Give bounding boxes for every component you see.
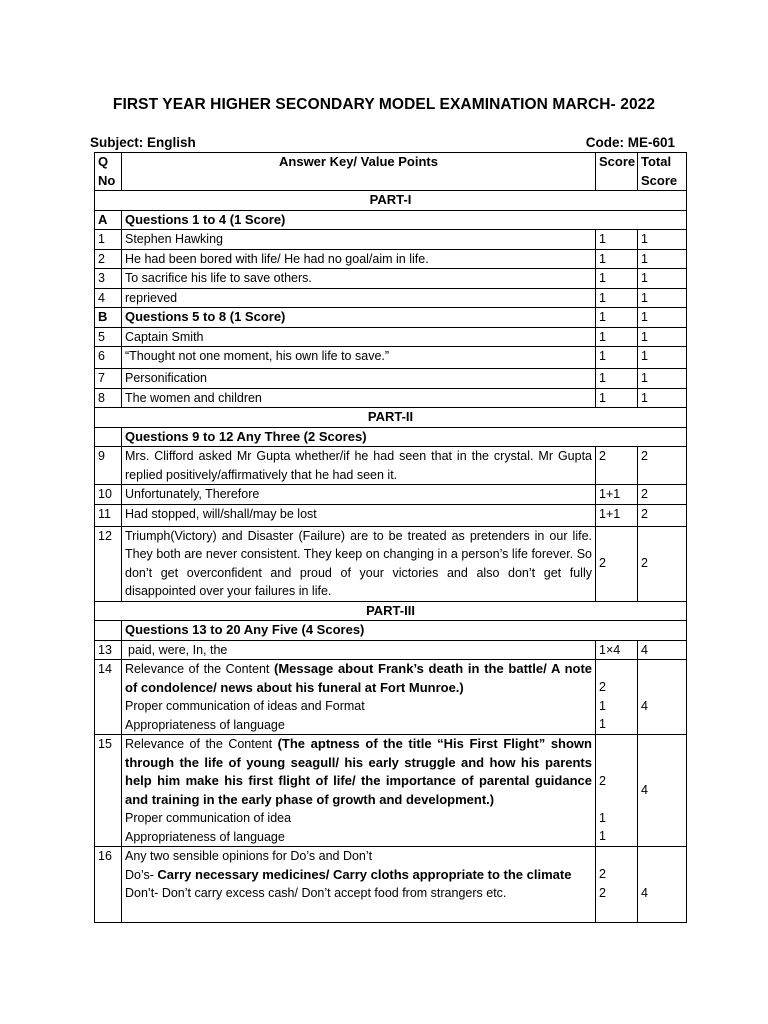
table-row (95, 847, 687, 923)
table-row (95, 735, 687, 847)
section-label: Questions 5 to 8 (1 Score) (122, 308, 596, 328)
col-header-score: Score (596, 153, 638, 191)
score: 1 (596, 347, 638, 369)
dos-lead: Do’s- (125, 867, 158, 882)
total-score: 1 (638, 308, 687, 328)
q-number: 9 (95, 447, 122, 485)
answer-text: paid, were, In, the (122, 640, 596, 660)
q-number: 13 (95, 640, 122, 660)
q-number: 1 (95, 230, 122, 250)
table-row (95, 526, 687, 601)
col-header-answer-key: Answer Key/ Value Points (122, 153, 596, 191)
q-number: 3 (95, 269, 122, 289)
answer-text: The women and children (122, 388, 596, 408)
answer-bold: (Message about Frank’s death in the battle/ A note of condolence/ news about his funeral at Fort Munroe.) (125, 661, 593, 695)
answer-text: Had stopped, will/shall/may be lost (122, 504, 596, 526)
score (596, 660, 638, 735)
section-row (95, 427, 687, 447)
answer-bold: (The aptness of the title “His First Flight” shown through the life of young seagull/ his early struggle and how his parents help him make his first flight of life/ the importance of parental guidance and training in the early phase of growth and development.) (125, 736, 592, 807)
total-score: 2 (638, 526, 687, 601)
answer-text: Stephen Hawking (122, 230, 596, 250)
table-row (95, 369, 687, 389)
score: 2 (596, 526, 638, 601)
score: 1 (596, 288, 638, 308)
table-row (95, 347, 687, 369)
part-heading-row (95, 408, 687, 428)
table-row (95, 230, 687, 250)
total-score: 1 (638, 388, 687, 408)
section-id: B (95, 308, 122, 328)
answer-lead: Relevance of the Content (125, 737, 278, 751)
total-score: 4 (638, 735, 687, 847)
answer-text (122, 847, 596, 923)
score-line: 2 (599, 885, 606, 900)
code-label: Code: ME-601 (585, 135, 675, 150)
q-number: 4 (95, 288, 122, 308)
q-number: 7 (95, 369, 122, 389)
dos-bold: Carry necessary medicines/ Carry cloths appropriate to the climate (157, 866, 572, 882)
score: 1 (596, 388, 638, 408)
table-row (95, 504, 687, 526)
q-number: 16 (95, 847, 122, 923)
score-line: 2 (599, 680, 606, 694)
section-label: Questions 1 to 4 (1 Score) (122, 210, 687, 230)
table-row (95, 249, 687, 269)
score: 1 (596, 308, 638, 328)
answer-line: Appropriateness of language (125, 829, 285, 844)
answer-text: To sacrifice his life to save others. (122, 269, 596, 289)
total-score: 2 (638, 504, 687, 526)
answer-line: Proper communication of ideas and Format (125, 699, 365, 713)
score: 1 (596, 269, 638, 289)
table-row (95, 485, 687, 505)
table-row (95, 288, 687, 308)
q-number: 12 (95, 526, 122, 601)
section-row (95, 210, 687, 230)
total-score: 1 (638, 369, 687, 389)
q-number: 11 (95, 504, 122, 526)
total-score: 1 (638, 347, 687, 369)
score: 1×4 (596, 640, 638, 660)
answer-text (122, 660, 596, 735)
answer-text: Triumph(Victory) and Disaster (Failure) are to be treated as pretenders in our life. They both are never consistent. They keep on changing in a person’s life forever. So don’t get overconfident and proud of your victories and also don’t get fully disappointed over your failures in life. (122, 526, 596, 601)
score: 1 (596, 327, 638, 347)
answer-text: Unfortunately, Therefore (122, 485, 596, 505)
q-number: 14 (95, 660, 122, 735)
total-score: 2 (638, 447, 687, 485)
total-score: 1 (638, 288, 687, 308)
answer-key-table (94, 152, 687, 923)
answer-line (125, 735, 592, 809)
score: 1+1 (596, 504, 638, 526)
exam-title: FIRST YEAR HIGHER SECONDARY MODEL EXAMINATION MARCH- 2022 (112, 96, 656, 113)
score: 1+1 (596, 485, 638, 505)
score-line: 1 (599, 717, 606, 731)
score (596, 847, 638, 923)
answer-text: He had been bored with life/ He had no goal/aim in life. (122, 249, 596, 269)
score-line: 2 (599, 867, 606, 881)
table-row (95, 447, 687, 485)
answer-text: Personification (122, 369, 596, 389)
total-score: 2 (638, 485, 687, 505)
score-line: 2 (599, 774, 606, 788)
score-line: 1 (599, 698, 606, 713)
answer-line: Proper communication of idea (125, 811, 292, 825)
answer-line (125, 660, 592, 697)
section-label: Questions 13 to 20 Any Five (4 Scores) (122, 621, 687, 641)
section-id: A (95, 210, 122, 230)
total-score: 4 (638, 640, 687, 660)
total-score: 1 (638, 269, 687, 289)
section-id (95, 621, 122, 641)
section-id (95, 427, 122, 447)
table-row (95, 640, 687, 660)
q-number: 10 (95, 485, 122, 505)
total-score: 4 (638, 847, 687, 923)
answer-text (122, 735, 596, 847)
part-3-label: PART-III (95, 601, 687, 621)
section-label: Questions 9 to 12 Any Three (2 Scores) (122, 427, 687, 447)
table-row (95, 269, 687, 289)
total-score: 4 (638, 660, 687, 735)
q-number: 6 (95, 347, 122, 369)
total-score: 1 (638, 249, 687, 269)
q-number: 15 (95, 735, 122, 847)
score: 2 (596, 447, 638, 485)
answer-text: “Thought not one moment, his own life to save.” (122, 347, 596, 369)
part-1-label: PART-I (95, 191, 687, 211)
table-row (95, 388, 687, 408)
score-line: 1 (599, 810, 606, 825)
score (596, 735, 638, 847)
q-number: 5 (95, 327, 122, 347)
score: 1 (596, 230, 638, 250)
score: 1 (596, 249, 638, 269)
table-row (95, 327, 687, 347)
total-score: 1 (638, 230, 687, 250)
answer-line (125, 866, 592, 885)
score: 1 (596, 369, 638, 389)
q-number: 8 (95, 388, 122, 408)
answer-line: Appropriateness of language (125, 717, 285, 732)
answer-line: Any two sensible opinions for Do’s and Don’t (125, 849, 373, 863)
score-line: 1 (599, 829, 606, 843)
answer-line: Don’t- Don’t carry excess cash/ Don’t accept food from strangers etc. (125, 886, 507, 900)
answer-text: Mrs. Clifford asked Mr Gupta whether/if he had seen that in the crystal. Mr Gupta replied positively/affirmatively that he had seen it. (122, 447, 596, 485)
part-2-label: PART-II (95, 408, 687, 428)
col-header-total-score: Total Score (638, 153, 687, 191)
section-row (95, 308, 687, 328)
table-header-row (95, 153, 687, 191)
section-row (95, 621, 687, 641)
answer-text: reprieved (122, 288, 596, 308)
subject-label: Subject: English (90, 135, 196, 150)
answer-lead: Relevance of the Content (125, 662, 274, 676)
part-heading-row (95, 601, 687, 621)
total-score: 1 (638, 327, 687, 347)
answer-text: Captain Smith (122, 327, 596, 347)
part-heading-row (95, 191, 687, 211)
table-row (95, 660, 687, 735)
q-number: 2 (95, 249, 122, 269)
col-header-qno: Q No (95, 153, 122, 191)
